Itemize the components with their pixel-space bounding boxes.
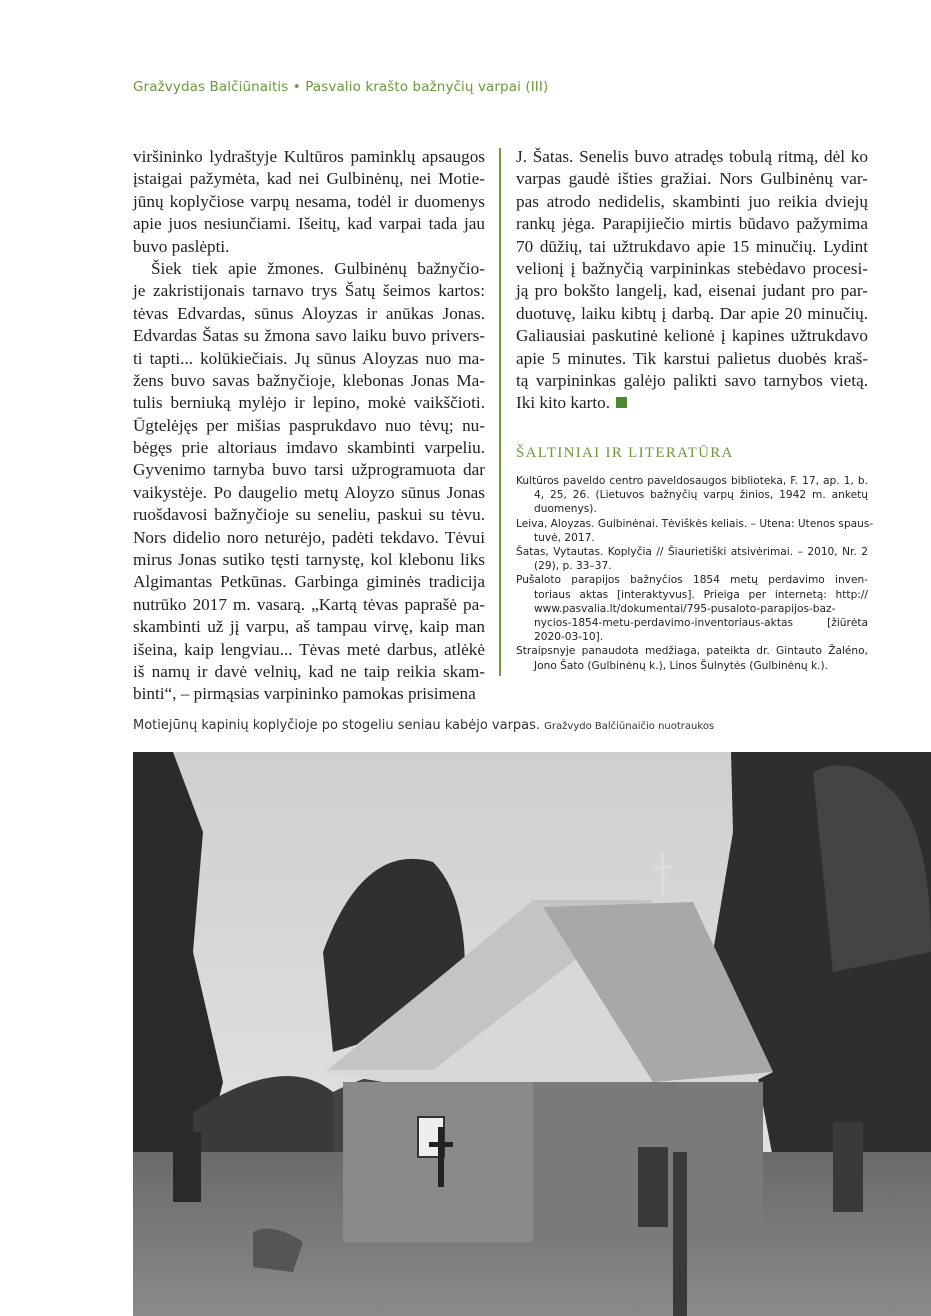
text-line: rankų jėga. Parapijiečio mirtis būdavo pažymima (516, 214, 868, 234)
column-divider (499, 148, 501, 676)
header-title: Pasvalio krašto bažnyčių varpai (III) (305, 79, 549, 95)
right-text-column (516, 146, 868, 415)
text-line: Leiva, Aloyzas. Gulbinėnai. Tėviškės keliais. – Utena: Utenos spaus- (516, 517, 874, 530)
text-line: Pušaloto parapijos bažnyčios 1854 metų perdavimo inven- (516, 574, 868, 587)
text-line: skambinti už jį varpu, aš tampau virvę, kaip man (133, 617, 485, 637)
chapel-photo (133, 752, 931, 1316)
text-line: pas atrodo nedidelis, skambinti juo reikia dviejų (516, 191, 868, 211)
text-line: išeina, kaip lengviau... Tėvas metė darbus, atlėkė (133, 639, 485, 659)
chapel-photo-image (133, 752, 931, 1316)
text-line: Kultūros paveldo centro paveldosaugos biblioteka, F. 17, ap. 1, b. (516, 475, 868, 487)
left-text-column (133, 146, 485, 706)
text-line: Gyvenimo tarnyba buvo tarsi užprogramuota dar (133, 460, 485, 480)
text-line: toriaus aktas [interaktyvus]. Prieiga per internetą: http:// (534, 588, 868, 601)
text-line: Šatas, Vytautas. Koplyčia // Šiaurietiški atsivėrimai. – 2010, Nr. 2 (516, 546, 868, 559)
source-item (516, 517, 874, 545)
text-line: vaikystėje. Po daugelio metų Aloyzo sūnus Jonas (133, 482, 485, 502)
text-line: J. Šatas. Senelis buvo atradęs tobulą ritmą, dėl ko (516, 147, 868, 166)
text-line: Nors didelio noro neturėjo, padėti tekdavo. Tėvui (133, 527, 485, 547)
text-line: iš namų ir davė velnių, kad ne taip reikia skam- (133, 661, 485, 681)
text-line: apie 5 minutes. Tik karstui palietus duobės kraš- (516, 348, 868, 368)
text-line: 2020-03-10]. (534, 631, 604, 644)
text-line: Jono Šato (Gulbinėnų k.), Linos Šulnytės (Gulbinėnų k.). (534, 659, 829, 672)
text-line: bėgęs prie altoriaus imdavo skambinti varpeliu. (133, 438, 485, 458)
text-line: www.pasvalia.lt/dokumentai/795-pusaloto-parapijos-baz- (534, 602, 836, 615)
text-line: Edvardas Šatas su žmona savo laiku buvo privers- (133, 326, 485, 346)
text-line: nycios-1854-metu-perdavimo-inventoriaus-aktas [žiūrėta (534, 617, 868, 630)
text-line: je zakristijonais tarnavo trys Šatų šeimos kartos: (133, 281, 485, 301)
text-line: varpas gaudė išties gražiai. Nors Gulbinėnų var- (516, 169, 868, 189)
text-line: 4, 25, 26. (Lietuvos bažnyčių varpų žinios, 1942 m. anketų (534, 489, 868, 502)
running-header (133, 79, 548, 95)
text-line: žens buvo savas bažnyčioje, klebonas Jonas Ma- (133, 370, 485, 390)
source-item (516, 474, 868, 517)
header-author: Gražvydas Balčiūnaitis (133, 79, 289, 95)
text-line: tuvė, 2017. (534, 531, 595, 544)
header-separator: • (292, 79, 301, 95)
text-line: Šiek tiek apie žmones. Gulbinėnų bažnyčio- (151, 258, 485, 278)
text-line: binti“, – pirmąsias varpininko pamokas prisimena (133, 684, 476, 704)
text-line: duomenys). (534, 503, 597, 516)
text-line: ti tapti... kolūkiečiais. Jų sūnus Aloyzas nuo ma- (133, 348, 485, 368)
sources-list (516, 474, 874, 673)
text-line: velionį į bažnyčią varpininkas stebėdavo procesi- (516, 258, 868, 278)
photo-caption (133, 718, 714, 733)
text-line: Algimantas Petkūnas. Garbinga giminės tradicija (133, 572, 485, 592)
text-line: duotuvę, laiku kibtų į darbą. Dar apie 20 minučių. (516, 303, 868, 323)
text-line: Galiausiai paskutinė kelionė į kapines užtrukdavo (516, 326, 868, 346)
end-of-article-mark (616, 397, 627, 408)
text-line: viršininko lydraštyje Kultūros paminklų apsaugos (133, 147, 485, 166)
text-line: Ūgtelėjęs per mišias pasprukdavo nuo tėvų; nu- (133, 415, 485, 435)
text-line: mirus Jonas sutiko tęsti tarnystę, kol klebonu liks (133, 550, 485, 570)
text-line: nutrūko 2017 m. vasarą. „Kartą tėvas paprašė pa- (133, 594, 485, 614)
closing-line (516, 392, 868, 414)
text-line: (29), p. 33–37. (534, 560, 612, 573)
photo-credit: Gražvydo Balčiūnaičio nuotraukos (544, 721, 715, 732)
source-item (516, 545, 868, 573)
text-line: tulis berniuką mylėjo ir lepino, mokė vaikščioti. (133, 393, 485, 413)
source-item (516, 573, 868, 644)
text-line: ruošdavosi bažnyčioje su seneliu, paskui su tėvu. (133, 505, 485, 525)
text-line: buvo paslėpti. (133, 236, 230, 256)
text-line: ją pro bokšto langelį, kad, eisenai judant pro par- (516, 281, 868, 301)
text-line: Straipsnyje panaudota medžiaga, pateikta dr. Gintauto Žaléno, (516, 645, 868, 658)
source-item (516, 644, 868, 672)
text-line: 70 dūžių, tai užtrukdavo apie 15 minučių. Lydint (516, 236, 868, 256)
caption-text: Motiejūnų kapinių koplyčioje po stogeliu seniau kabėjo varpas. (133, 718, 541, 733)
text-line: apie juos nesiunčiami. Išeitų, kad varpai tada jau (133, 214, 485, 234)
sources-heading: ŠALTINIAI IR LITERATŪRA (516, 445, 734, 461)
text-line: tėvas Edvardas, sūnus Aloyzas ir anūkas Jonas. (133, 303, 485, 323)
text-line: tą varpininkas galėjo palikti savo tarnybos vietą. (516, 370, 868, 390)
text-line: įstaigai pažymėta, kad nei Gulbinėnų, nei Motie- (133, 169, 485, 189)
text-line: jūnų koplyčiose varpų nesama, todėl ir duomenys (133, 191, 485, 211)
text-line: Iki kito karto. (516, 393, 611, 413)
